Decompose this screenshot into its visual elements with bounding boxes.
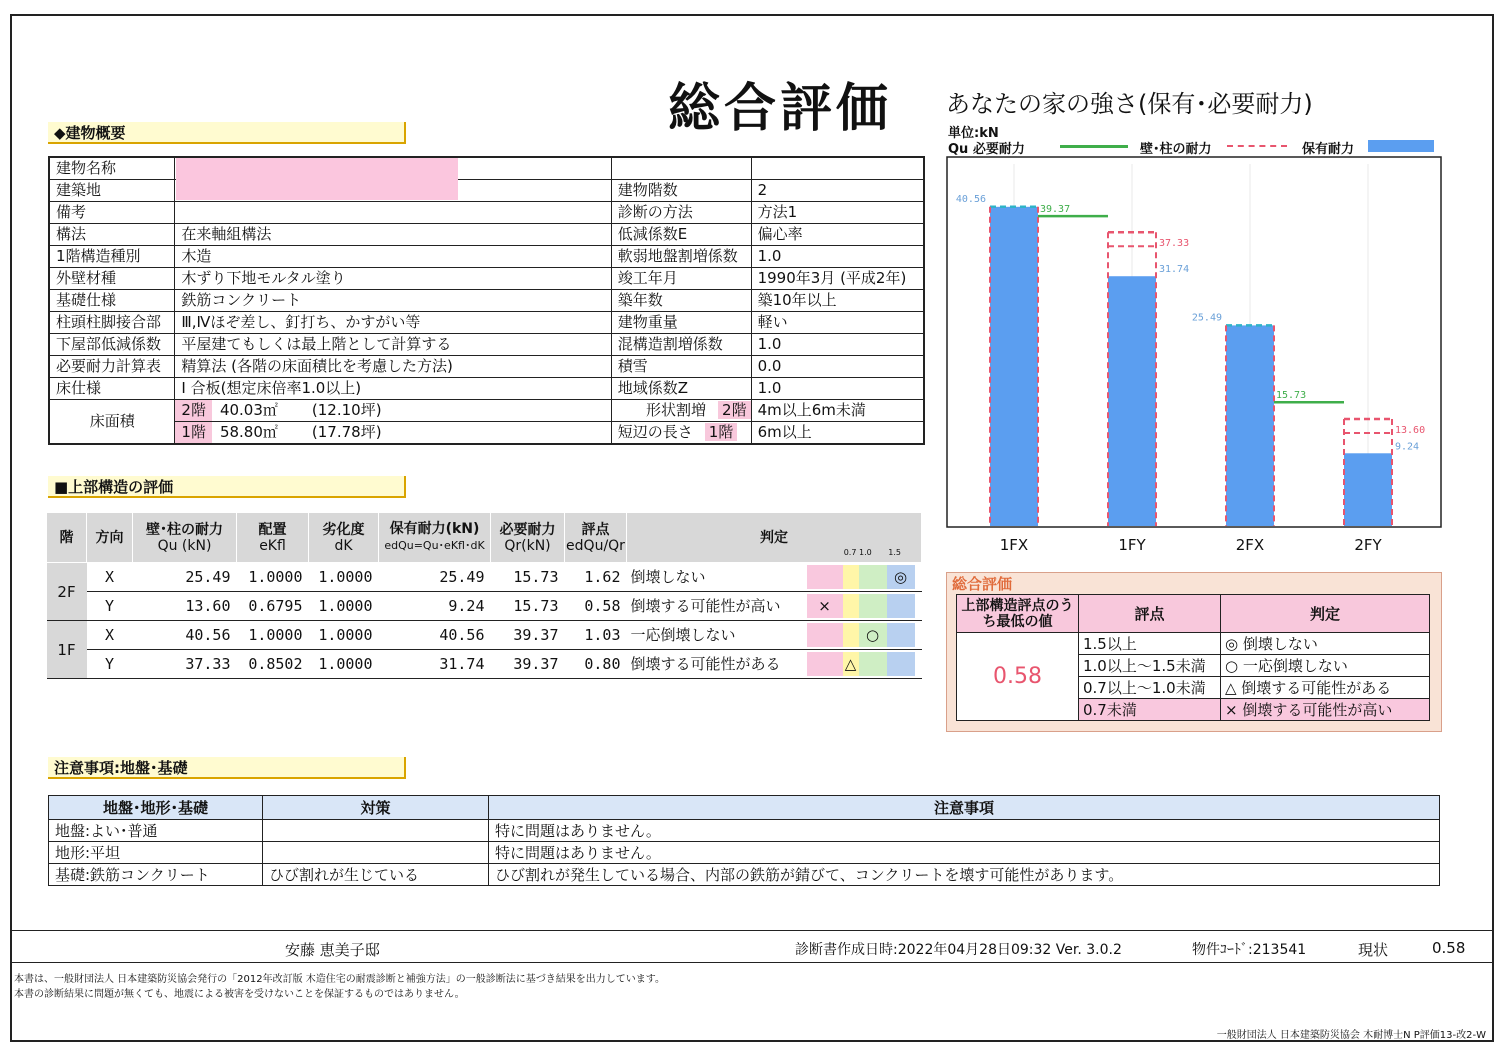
eval-score: 1.03 — [565, 621, 627, 650]
notes-table — [48, 795, 1440, 886]
legend-required-swatch — [1060, 145, 1128, 148]
wall-value-label: 13.60 — [1395, 424, 1426, 436]
summary-judge: × 倒壊する可能性が高い — [1221, 699, 1430, 721]
notes-note: 特に問題はありません。 — [489, 842, 1440, 864]
overview-value: 鉄筋コンクリート — [175, 290, 611, 312]
eval-qu: 13.60 — [133, 592, 237, 621]
overview-label: 軟弱地盤割増係数 — [611, 246, 751, 268]
judge-band — [843, 565, 859, 589]
eval-qu: 40.56 — [133, 621, 237, 650]
judge-band: × — [807, 594, 843, 618]
notes-col-note: 注意事項 — [489, 796, 1440, 820]
footer-divider — [10, 930, 1494, 931]
col-wall: 壁･柱の耐力 Qu (kN) — [133, 513, 237, 563]
eval-judge: 倒壊しない ◎ — [627, 563, 922, 592]
overview-value: 偏心率 — [751, 224, 924, 246]
footer-created: 診断書作成日時:2022年04月28日09:32 Ver. 3.0.2 — [795, 942, 1122, 958]
col-judge: 判定 0.7 1.0 1.5 — [627, 513, 922, 563]
building-section-title: ◆建物概要 — [48, 122, 406, 144]
overview-value: 1.0 — [751, 378, 924, 400]
strength-chart — [946, 156, 1442, 556]
notes-measure: ひび割れが生じている — [263, 864, 489, 886]
eval-dk: 1.0000 — [309, 563, 379, 592]
eval-ekfl: 0.6795 — [237, 592, 309, 621]
notes-item: 基礎:鉄筋コンクリート — [49, 864, 263, 886]
overview-label: 必要耐力計算表 — [49, 356, 175, 378]
eval-dir: X — [87, 563, 133, 592]
overview-label: 建築地 — [49, 180, 175, 202]
judge-band — [807, 565, 843, 589]
summary-range: 1.0以上～1.5未満 — [1079, 655, 1221, 677]
judge-band — [807, 652, 843, 676]
summary-score-header: 評点 — [1079, 595, 1221, 633]
address-redaction — [176, 158, 458, 200]
eval-edqu: 40.56 — [379, 621, 491, 650]
eval-edqu: 25.49 — [379, 563, 491, 592]
floor2-area: 2階 40.03㎡ (12.10坪) — [175, 400, 611, 422]
x-tick-label: 1FY — [1118, 536, 1146, 554]
summary-title: 総合評価 — [952, 575, 1013, 593]
overview-label: 下屋部低減係数 — [49, 334, 175, 356]
overview-label: 柱頭柱脚接合部 — [49, 312, 175, 334]
hold-value-label: 31.74 — [1159, 264, 1190, 276]
judge-band — [807, 623, 843, 647]
overview-label: 地域係数Z — [611, 378, 751, 400]
eval-score: 1.62 — [565, 563, 627, 592]
overview-label: 構法 — [49, 224, 175, 246]
hold-bar — [1344, 453, 1392, 526]
judge-band — [859, 652, 887, 676]
eval-qu: 25.49 — [133, 563, 237, 592]
eval-ekfl: 1.0000 — [237, 621, 309, 650]
shape-label: 形状割増 2階 — [611, 400, 751, 422]
overview-value: 1.0 — [751, 334, 924, 356]
judge-band — [887, 623, 915, 647]
overview-empty — [751, 157, 924, 180]
overview-value: 在来軸組構法 — [175, 224, 611, 246]
x-tick-label: 1FX — [999, 536, 1029, 554]
scale-07: 0.7 — [843, 548, 857, 557]
short-value: 6m以上 — [751, 422, 924, 445]
footer-divider-2 — [10, 962, 1494, 963]
col-required: 必要耐力 Qr(kN) — [491, 513, 565, 563]
summary-judge: ○ 一応倒壊しない — [1221, 655, 1430, 677]
judge-band: ◎ — [887, 565, 915, 589]
page-title: 総合評価 — [668, 78, 893, 139]
eval-dir: Y — [87, 592, 133, 621]
overview-value: 築10年以上 — [751, 290, 924, 312]
hold-value-label: 40.56 — [955, 193, 986, 205]
hold-bar — [1226, 325, 1274, 526]
eval-qr: 39.37 — [491, 621, 565, 650]
eval-ekfl: 1.0000 — [237, 563, 309, 592]
judge-band — [887, 594, 915, 618]
eval-ekfl: 0.8502 — [237, 650, 309, 679]
col-degradation: 劣化度 dK — [309, 513, 379, 563]
overview-label: 築年数 — [611, 290, 751, 312]
x-tick-label: 2FY — [1354, 536, 1382, 554]
overview-label: 床仕様 — [49, 378, 175, 400]
col-holding: 保有耐力(kN) edQu=Qu･eKfl･dK — [379, 513, 491, 563]
overview-value — [175, 202, 611, 224]
hold-value-label: 25.49 — [1191, 312, 1222, 324]
overview-value: 精算法 (各階の床面積比を考慮した方法) — [175, 356, 611, 378]
shape-value: 4m以上6m未満 — [751, 400, 924, 422]
overview-value: 1.0 — [751, 246, 924, 268]
scale-15: 1.5 — [888, 548, 901, 557]
required-value-label: 15.73 — [1276, 390, 1307, 402]
eval-judge: 倒壊する可能性がある △ — [627, 650, 922, 679]
floor1-area: 1階 58.80㎡ (17.78坪) — [175, 422, 611, 445]
chart-subtitle: あなたの家の強さ(保有･必要耐力) — [946, 90, 1313, 118]
overview-label: 積雪 — [611, 356, 751, 378]
summary-min-value: 0.58 — [957, 633, 1079, 721]
notes-col-measure: 対策 — [263, 796, 489, 820]
publisher: 一般財団法人 日本建築防災協会 木耐博士N P評価13-改2-W — [1216, 1030, 1486, 1041]
chart-unit: 単位:kN — [948, 126, 999, 141]
notes-measure — [263, 820, 489, 842]
col-direction: 方向 — [87, 513, 133, 563]
notes-item: 地形:平坦 — [49, 842, 263, 864]
col-score: 評点 edQu/Qr — [565, 513, 627, 563]
legend-hold: 保有耐力 — [1302, 142, 1355, 157]
summary-range: 0.7未満 — [1079, 699, 1221, 721]
col-layout: 配置 eKfl — [237, 513, 309, 563]
eval-dir: X — [87, 621, 133, 650]
eval-qr: 15.73 — [491, 592, 565, 621]
judge-band — [843, 623, 859, 647]
overview-label: 診断の方法 — [611, 202, 751, 224]
overview-value: 2 — [751, 180, 924, 202]
notes-section-title: 注意事項:地盤･基礎 — [48, 757, 406, 779]
eval-judge: 倒壊する可能性が高い × — [627, 592, 922, 621]
judge-band: △ — [843, 652, 859, 676]
overview-label: 建物名称 — [49, 157, 175, 180]
overview-value: Ⅲ,Ⅳほぞ差し、釘打ち、かすがい等 — [175, 312, 611, 334]
overview-label: 基礎仕様 — [49, 290, 175, 312]
eval-dk: 1.0000 — [309, 650, 379, 679]
overview-value: 0.0 — [751, 356, 924, 378]
disclaimer-1: 本書は、一般財団法人 日本建築防災協会発行の「2012年改訂版 木造住宅の耐震診断と補強方法」の一般診断法に基づき結果を出力しています。 — [14, 974, 666, 985]
x-tick-label: 2FX — [1235, 536, 1265, 554]
eval-dk: 1.0000 — [309, 621, 379, 650]
judge-band — [859, 594, 887, 618]
summary-range: 1.5以上 — [1079, 633, 1221, 655]
summary-table — [956, 594, 1430, 721]
eval-qr: 39.37 — [491, 650, 565, 679]
short-label: 短辺の長さ 1階 — [611, 422, 751, 445]
overview-value: 1990年3月 (平成2年) — [751, 268, 924, 290]
legend-hold-swatch — [1368, 140, 1434, 152]
summary-judge: ◎ 倒壊しない — [1221, 633, 1430, 655]
evaluation-table — [46, 512, 922, 679]
footer-code: 物件ｺｰﾄﾞ:213541 — [1192, 942, 1307, 958]
floor-area-label: 床面積 — [49, 400, 175, 445]
overview-label: 外壁材種 — [49, 268, 175, 290]
judge-band — [859, 565, 887, 589]
overview-label: 混構造割増係数 — [611, 334, 751, 356]
legend-wall-swatch — [1227, 145, 1287, 147]
overview-label: 建物階数 — [611, 180, 751, 202]
overview-value: 平屋建てもしくは最上階として計算する — [175, 334, 611, 356]
eval-edqu: 31.74 — [379, 650, 491, 679]
judge-band — [887, 652, 915, 676]
overview-value: 方法1 — [751, 202, 924, 224]
summary-range: 0.7以上～1.0未満 — [1079, 677, 1221, 699]
wall-value-label: 37.33 — [1159, 238, 1190, 250]
eval-score: 0.80 — [565, 650, 627, 679]
hold-value-label: 9.24 — [1395, 441, 1420, 453]
notes-item: 地盤:よい･普通 — [49, 820, 263, 842]
footer-status-label: 現状 — [1358, 941, 1389, 959]
judge-band — [843, 594, 859, 618]
eval-qu: 37.33 — [133, 650, 237, 679]
disclaimer-2: 本書の診断結果に問題が無くても、地震による被害を受けないことを保証するものではありません。 — [14, 989, 465, 1000]
summary-min-label: 上部構造評点のうち最低の値 — [957, 595, 1079, 633]
hold-bar — [990, 207, 1038, 526]
overview-label: 建物重量 — [611, 312, 751, 334]
summary-judge-header: 判定 — [1221, 595, 1430, 633]
summary-judge: △ 倒壊する可能性がある — [1221, 677, 1430, 699]
eval-edqu: 9.24 — [379, 592, 491, 621]
overview-label: 1階構造種別 — [49, 246, 175, 268]
notes-measure — [263, 842, 489, 864]
footer-status-value: 0.58 — [1432, 939, 1466, 957]
upper-section-title: ■上部構造の評価 — [48, 476, 406, 498]
eval-judge: 一応倒壊しない ○ — [627, 621, 922, 650]
legend-wall: 壁･柱の耐力 — [1140, 142, 1212, 157]
footer-owner: 安藤 恵美子邸 — [285, 941, 380, 959]
eval-floor: 2F — [47, 563, 87, 621]
eval-floor: 1F — [47, 621, 87, 679]
notes-note: ひび割れが発生している場合、内部の鉄筋が錆びて、コンクリートを壊す可能性があります。 — [489, 864, 1440, 886]
legend-required: Qu 必要耐力 — [948, 142, 1025, 157]
eval-dk: 1.0000 — [309, 592, 379, 621]
eval-dir: Y — [87, 650, 133, 679]
overview-label: 竣工年月 — [611, 268, 751, 290]
overview-value: 木造 — [175, 246, 611, 268]
overview-label: 低減係数E — [611, 224, 751, 246]
overview-label: 備考 — [49, 202, 175, 224]
scale-10: 1.0 — [858, 548, 872, 557]
notes-note: 特に問題はありません。 — [489, 820, 1440, 842]
overview-value: 軽い — [751, 312, 924, 334]
hold-bar — [1108, 276, 1156, 526]
required-value-label: 39.37 — [1040, 204, 1071, 216]
overview-value: 木ずり下地モルタル塗り — [175, 268, 611, 290]
eval-qr: 15.73 — [491, 563, 565, 592]
eval-score: 0.58 — [565, 592, 627, 621]
overview-empty — [611, 157, 751, 180]
notes-col-item: 地盤･地形･基礎 — [49, 796, 263, 820]
col-floor: 階 — [47, 513, 87, 563]
judge-band: ○ — [859, 623, 887, 647]
overview-value: Ⅰ 合板(想定床倍率1.0以上) — [175, 378, 611, 400]
